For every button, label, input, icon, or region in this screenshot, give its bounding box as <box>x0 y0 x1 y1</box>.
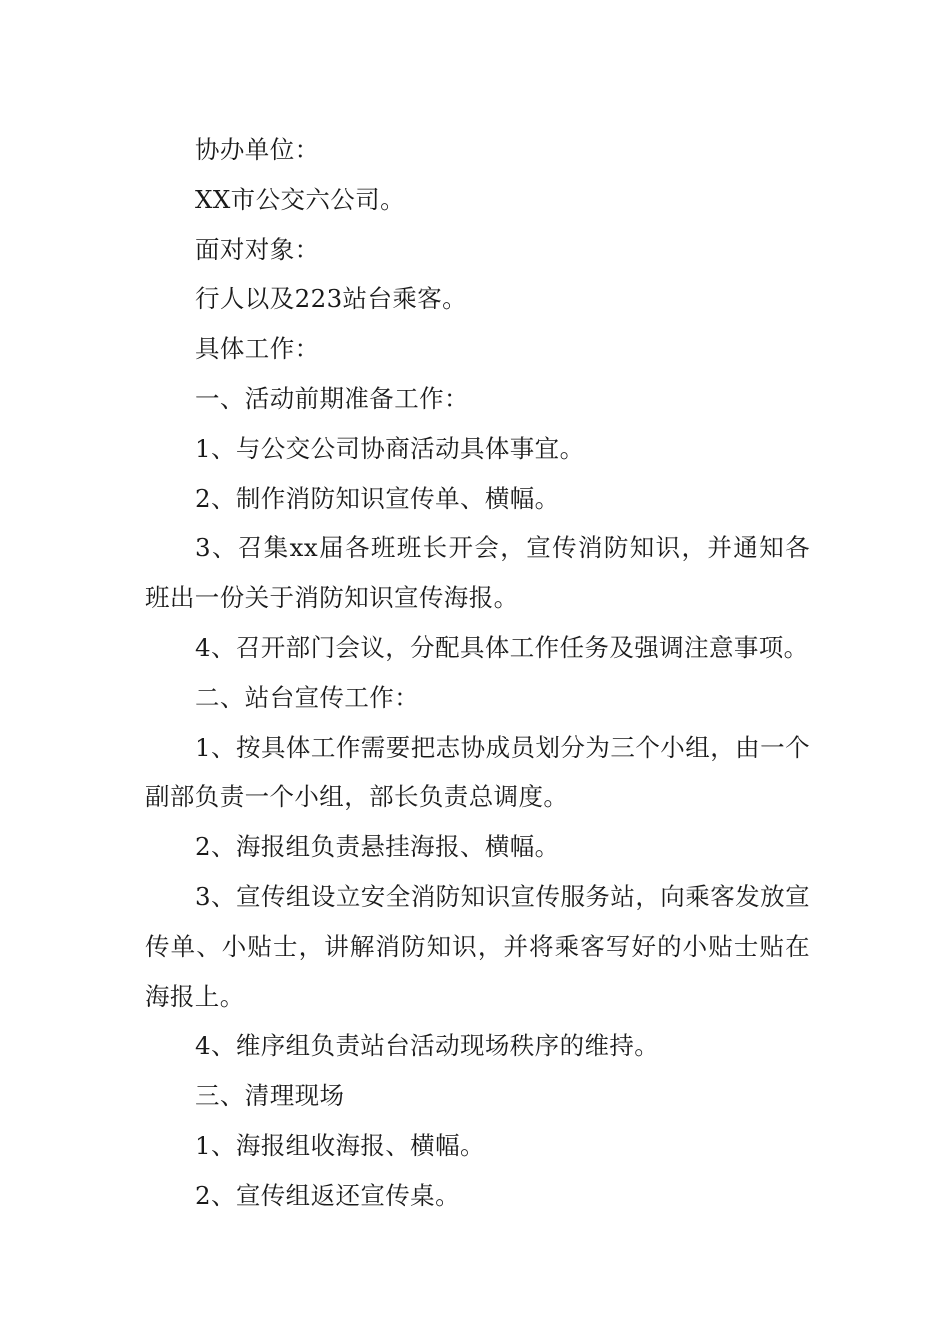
paragraph-audience-label: 面对对象： <box>195 234 320 264</box>
section-heading-preparation: 一、活动前期准备工作： <box>195 383 469 413</box>
list-item: 4、召开部门会议，分配具体工作任务及强调注意事项。 <box>195 632 809 662</box>
list-item: 4、维序组负责站台活动现场秩序的维持。 <box>195 1031 660 1061</box>
document-body <box>145 125 810 1221</box>
paragraph-tasks-label: 具体工作： <box>195 334 320 364</box>
paragraph-audience: 行人以及223站台乘客。 <box>195 284 468 314</box>
list-item: 3、召集xx届各班班长开会，宣传消防知识，并通知各班出一份关于消防知识宣传海报。 <box>145 533 810 613</box>
list-item: 1、与公交公司协商活动具体事宜。 <box>195 433 585 463</box>
section-heading-station-promotion: 二、站台宣传工作： <box>195 682 420 712</box>
section-heading-cleanup: 三、清理现场 <box>195 1081 345 1111</box>
list-item: 2、海报组负责悬挂海报、横幅。 <box>195 832 560 862</box>
paragraph-co-organizer: XX市公交六公司。 <box>195 184 405 214</box>
list-item: 2、宣传组返还宣传桌。 <box>195 1180 460 1210</box>
list-item: 2、制作消防知识宣传单、横幅。 <box>195 483 560 513</box>
list-item: 3、宣传组设立安全消防知识宣传服务站，向乘客发放宣传单、小贴士，讲解消防知识，并将乘客写好的小贴士贴在海报上。 <box>145 881 810 1011</box>
list-item: 1、海报组收海报、横幅。 <box>195 1130 485 1160</box>
list-item: 1、按具体工作需要把志协成员划分为三个小组，由一个副部负责一个小组，部长负责总调度。 <box>145 732 810 812</box>
paragraph-co-organizer-label: 协办单位： <box>195 135 320 164</box>
